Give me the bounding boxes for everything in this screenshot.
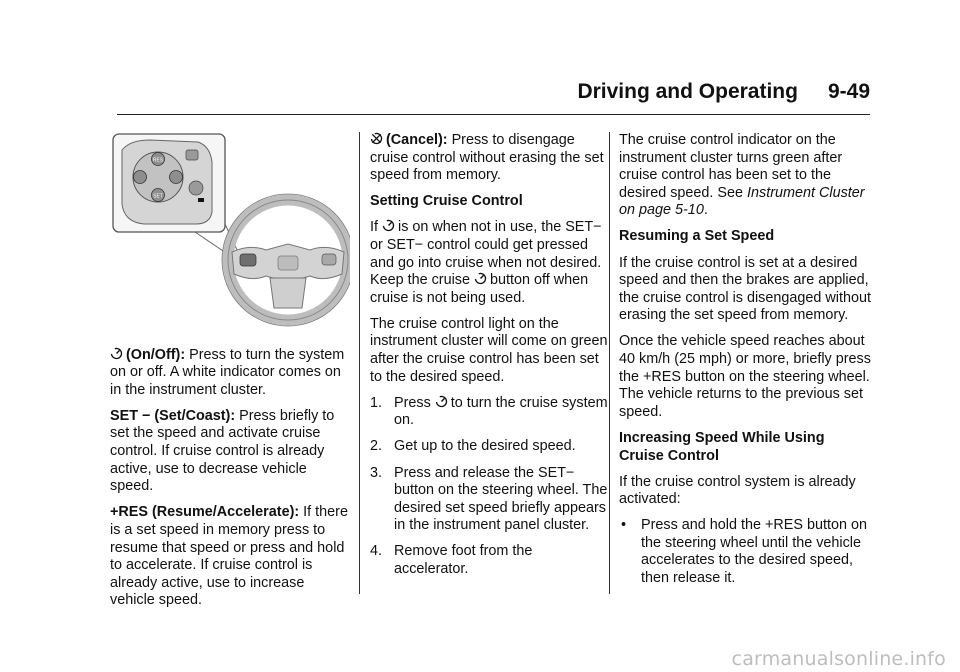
onoff-term: (On/Off): — [126, 346, 186, 363]
increase-paragraph: If the cruise control system is already activated: — [619, 473, 856, 508]
cruise-cancel-icon — [370, 132, 383, 145]
res-desc: If there is a set speed in memory press to resume that speed or press and hold to accelerate. If cruise control is already active, use to increase vehicle speed. — [110, 504, 348, 609]
cross-reference-link[interactable]: Instrument Cluster on page 5-10 — [619, 184, 865, 219]
column-2 — [370, 132, 610, 587]
onoff-paragraph — [110, 347, 350, 400]
set-label: SET — [153, 193, 163, 200]
step-number: 2. — [370, 438, 383, 455]
step-text: Remove foot from the accelerator. — [394, 543, 533, 577]
if-paragraph — [370, 219, 610, 307]
bullet-text: Press and hold the +RES button on the steering wheel until the vehicle accelerates to the desired speed, then release it. — [641, 517, 868, 587]
onoff-desc: Press to turn the system on or off. A white indicator comes on in the instrument cluster. — [110, 346, 345, 398]
res-paragraph — [110, 504, 350, 610]
page-number: 9-49 — [827, 80, 870, 103]
resume-paragraph-2: Once the vehicle speed reaches about 40 km/h (25 mph) or more, briefly press the +RES button on the steering wheel. The vehicle returns to the previous set speed. — [619, 333, 871, 420]
if-suffix: button off when cruise is not being used. — [370, 272, 589, 306]
indicator-paragraph — [619, 132, 871, 220]
list-item — [370, 395, 610, 430]
list-item — [619, 517, 871, 587]
step-number: 4. — [370, 543, 383, 560]
step-after: to turn the cruise system on. — [394, 394, 608, 429]
cancel-term: (Cancel): — [386, 132, 448, 148]
cruise-onoff-icon — [474, 272, 487, 285]
step-text: Get up to the desired speed. — [394, 438, 576, 455]
cancel-desc: Press to disengage cruise control without erasing the set speed from memory. — [370, 132, 604, 184]
step-number: 1. — [370, 394, 383, 411]
step-text: Press and release the SET− button on the steering wheel. The desired set speed briefly appears in the instrument panel cluster. — [394, 464, 608, 534]
res-term: +RES (Resume/Accelerate): — [110, 504, 300, 521]
watermark: carmanualsonline.info — [731, 648, 946, 670]
set-term: SET − (Set/Coast): — [110, 407, 236, 424]
list-item — [370, 438, 610, 456]
cruise-onoff-icon — [435, 395, 448, 408]
list-item — [370, 465, 610, 535]
step-text — [394, 395, 610, 430]
cruise-onoff-icon — [382, 219, 395, 232]
indicator-end: . — [703, 202, 708, 219]
steering-wheel-illustration — [110, 132, 350, 332]
set-paragraph — [110, 408, 350, 496]
resume-heading: Resuming a Set Speed — [619, 228, 775, 245]
step-before: Press — [394, 394, 431, 411]
res-label: RES — [152, 157, 164, 164]
increase-heading: Increasing Speed While Using Cruise Control — [619, 429, 825, 464]
cruise-onoff-icon — [110, 347, 123, 360]
indicator-text: The cruise control indicator on the instrument cluster turns green after cruise control has been set to the desired speed. See — [619, 132, 843, 201]
section-title: Driving and Operating — [577, 80, 798, 103]
set-desc: Press briefly to set the speed and activate cruise control. If cruise control is already active, use to decrease vehicle speed. — [110, 407, 335, 495]
list-item — [370, 543, 610, 578]
header-rule — [117, 114, 870, 115]
cancel-paragraph — [370, 132, 610, 185]
column-3 — [619, 132, 871, 596]
resume-paragraph-1: If the cruise control is set at a desired speed and then the brakes are applied, the cruise control is disengaged without erasing the set speed from memory. — [619, 254, 871, 324]
step-number: 3. — [370, 464, 383, 481]
setting-heading: Setting Cruise Control — [370, 193, 523, 210]
page-header — [117, 80, 870, 104]
column-divider — [359, 132, 360, 594]
column-1 — [110, 132, 350, 618]
if-prefix: If — [370, 219, 378, 236]
bullet-icon: • — [621, 517, 627, 534]
if-middle: is on when not in use, the SET− or SET− control could get pressed and go into cruise when not desired. Keep the cruise — [370, 219, 602, 289]
light-paragraph: The cruise control light on the instrument cluster will come on green after the cruise control has been set to the desired speed. — [370, 315, 608, 385]
